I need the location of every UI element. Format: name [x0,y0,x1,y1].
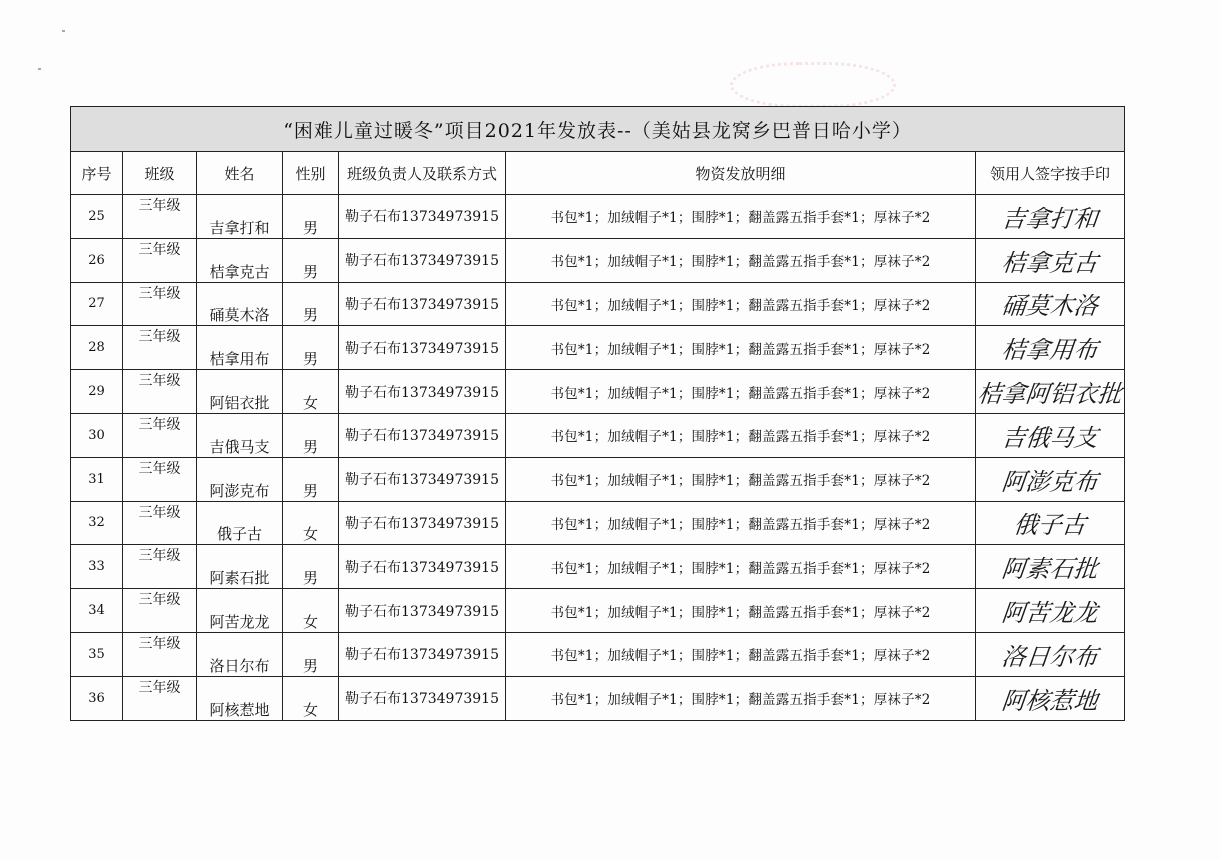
row-name: 阿澎克布 [197,457,283,501]
table-row [71,413,1125,457]
header-contact: 班级负责人及联系方式 [339,152,506,195]
row-signature [976,370,1125,414]
row-class: 三年级 [123,370,197,414]
row-class: 三年级 [123,326,197,370]
row-items: 书包*1；加绒帽子*1；围脖*1；翻盖露五指手套*1；厚袜子*2 [506,457,976,501]
row-sex: 女 [283,589,339,633]
header-signature: 领用人签字按手印 [976,152,1125,195]
row-sex: 男 [283,632,339,676]
row-sex: 男 [283,545,339,589]
row-sex: 男 [283,326,339,370]
row-signature [976,238,1125,282]
handwritten-signature: 俄子古 [1012,511,1088,540]
row-sex: 女 [283,501,339,545]
row-contact: 勒子石布13734973915 [339,457,506,501]
row-index: 30 [71,413,123,457]
row-index: 28 [71,326,123,370]
table-row [71,326,1125,370]
handwritten-signature: 桔拿用布 [1000,336,1100,365]
row-name: 桔拿克古 [197,238,283,282]
row-index: 34 [71,589,123,633]
header-class: 班级 [123,152,197,195]
handwritten-signature: 吉俄马支 [1000,423,1100,452]
row-contact: 勒子石布13734973915 [339,589,506,633]
table-row [71,632,1125,676]
row-sex: 男 [283,195,339,239]
row-contact: 勒子石布13734973915 [339,413,506,457]
row-contact: 勒子石布13734973915 [339,326,506,370]
row-items: 书包*1；加绒帽子*1；围脖*1；翻盖露五指手套*1；厚袜子*2 [506,501,976,545]
faint-stamp-mark [730,62,896,108]
row-contact: 勒子石布13734973915 [339,282,506,326]
row-name: 桔拿用布 [197,326,283,370]
row-class: 三年级 [123,413,197,457]
row-class: 三年级 [123,545,197,589]
row-name: 俄子古 [197,501,283,545]
row-contact: 勒子石布13734973915 [339,632,506,676]
row-items: 书包*1；加绒帽子*1；围脖*1；翻盖露五指手套*1；厚袜子*2 [506,326,976,370]
row-contact: 勒子石布13734973915 [339,195,506,239]
row-signature [976,589,1125,633]
row-class: 三年级 [123,589,197,633]
handwritten-signature: 吉拿打和 [1000,204,1100,233]
table-row [71,501,1125,545]
row-index: 29 [71,370,123,414]
handwritten-signature: 桔拿阿铝衣批 [976,380,1124,409]
row-items: 书包*1；加绒帽子*1；围脖*1；翻盖露五指手套*1；厚袜子*2 [506,195,976,239]
row-signature [976,501,1125,545]
row-index: 33 [71,545,123,589]
row-items: 书包*1；加绒帽子*1；围脖*1；翻盖露五指手套*1；厚袜子*2 [506,632,976,676]
row-class: 三年级 [123,676,197,720]
row-name: 阿苦龙龙 [197,589,283,633]
table-row [71,457,1125,501]
row-name: 硧莫木洛 [197,282,283,326]
table-row [71,545,1125,589]
table-row [71,238,1125,282]
row-class: 三年级 [123,632,197,676]
row-name: 阿铝衣批 [197,370,283,414]
row-contact: 勒子石布13734973915 [339,238,506,282]
row-index: 36 [71,676,123,720]
row-signature [976,676,1125,720]
row-signature [976,632,1125,676]
row-signature [976,326,1125,370]
row-name: 吉俄马支 [197,413,283,457]
row-items: 书包*1；加绒帽子*1；围脖*1；翻盖露五指手套*1；厚袜子*2 [506,545,976,589]
row-class: 三年级 [123,195,197,239]
row-class: 三年级 [123,282,197,326]
row-items: 书包*1；加绒帽子*1；围脖*1；翻盖露五指手套*1；厚袜子*2 [506,238,976,282]
row-name: 阿核惹地 [197,676,283,720]
row-contact: 勒子石布13734973915 [339,501,506,545]
row-index: 25 [71,195,123,239]
scan-speck [62,30,65,32]
scan-speck [38,68,41,70]
handwritten-signature: 桔拿克古 [1000,248,1100,277]
row-index: 26 [71,238,123,282]
row-sex: 女 [283,676,339,720]
row-items: 书包*1；加绒帽子*1；围脖*1；翻盖露五指手套*1；厚袜子*2 [506,370,976,414]
table-row [71,589,1125,633]
row-contact: 勒子石布13734973915 [339,545,506,589]
header-items: 物资发放明细 [506,152,976,195]
table-row [71,282,1125,326]
row-index: 32 [71,501,123,545]
table-row [71,370,1125,414]
sheet-title: “困难儿童过暖冬”项目2021年发放表--（美姑县龙窝乡巴普日哈小学） [71,107,1125,152]
row-sex: 男 [283,282,339,326]
row-items: 书包*1；加绒帽子*1；围脖*1；翻盖露五指手套*1；厚袜子*2 [506,589,976,633]
row-name: 吉拿打和 [197,195,283,239]
row-signature [976,195,1125,239]
handwritten-signature: 阿苦龙龙 [1000,599,1100,628]
row-sex: 男 [283,457,339,501]
row-index: 31 [71,457,123,501]
row-signature [976,457,1125,501]
handwritten-signature: 阿核惹地 [1000,686,1100,715]
row-items: 书包*1；加绒帽子*1；围脖*1；翻盖露五指手套*1；厚袜子*2 [506,676,976,720]
handwritten-signature: 洛日尔布 [1000,642,1100,671]
row-signature [976,413,1125,457]
header-sex: 性别 [283,152,339,195]
row-items: 书包*1；加绒帽子*1；围脖*1；翻盖露五指手套*1；厚袜子*2 [506,413,976,457]
row-index: 27 [71,282,123,326]
row-class: 三年级 [123,457,197,501]
row-name: 阿素石批 [197,545,283,589]
row-signature [976,282,1125,326]
row-signature [976,545,1125,589]
handwritten-signature: 阿素石批 [1000,555,1100,584]
handwritten-signature: 硧莫木洛 [1000,292,1100,321]
distribution-table [70,106,1125,721]
row-class: 三年级 [123,501,197,545]
row-name: 洛日尔布 [197,632,283,676]
header-name: 姓名 [197,152,283,195]
header-index: 序号 [71,152,123,195]
table-row [71,195,1125,239]
row-items: 书包*1；加绒帽子*1；围脖*1；翻盖露五指手套*1；厚袜子*2 [506,282,976,326]
row-sex: 女 [283,370,339,414]
table-row [71,676,1125,720]
row-contact: 勒子石布13734973915 [339,370,506,414]
handwritten-signature: 阿澎克布 [1000,467,1100,496]
row-sex: 男 [283,238,339,282]
row-sex: 男 [283,413,339,457]
row-contact: 勒子石布13734973915 [339,676,506,720]
row-class: 三年级 [123,238,197,282]
row-index: 35 [71,632,123,676]
